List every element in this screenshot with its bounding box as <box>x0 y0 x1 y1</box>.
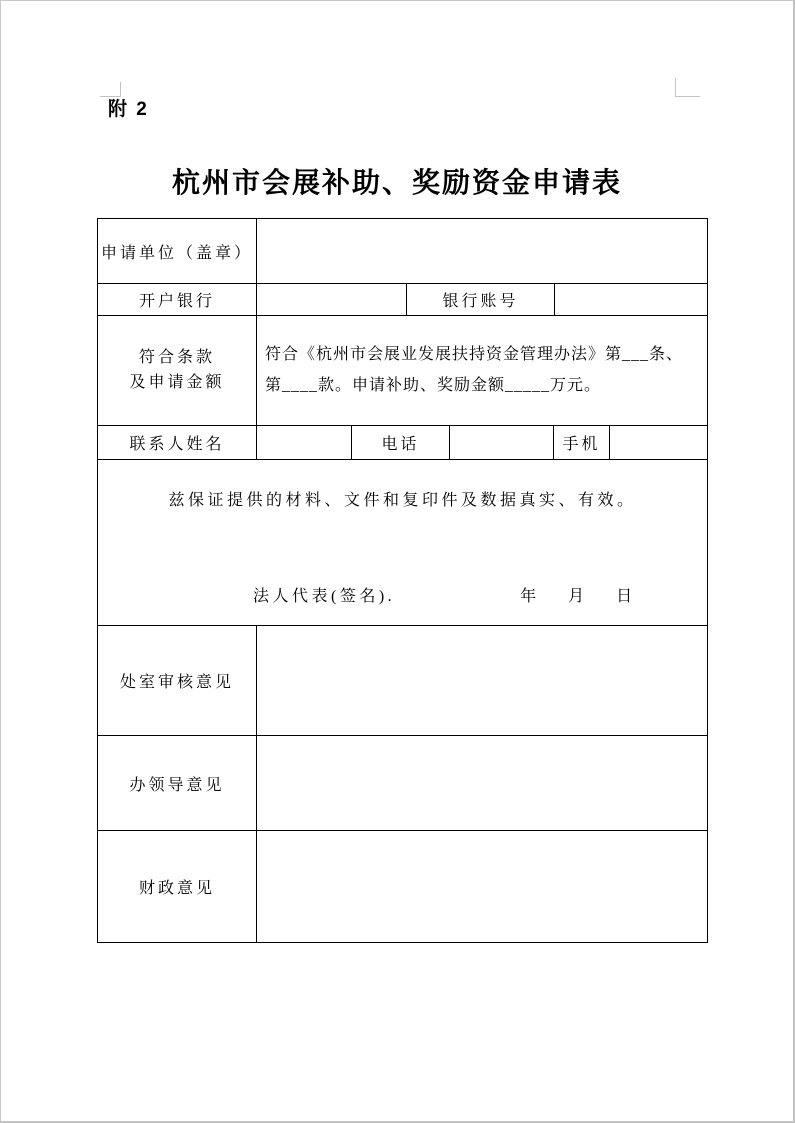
leader-opinion-value-cell[interactable] <box>257 736 708 831</box>
contact-label: 联系人姓名 <box>129 436 225 453</box>
table-row <box>98 284 708 316</box>
margin-corner-mark-right <box>675 78 700 97</box>
table-row <box>98 460 708 626</box>
account-value-cell[interactable] <box>555 284 708 316</box>
clause-label-line1: 符合条款 <box>138 348 215 366</box>
clause-content-text: 符合《杭州市会展业发展扶持资金管理办法》第___条、第____款。申请补助、奖励金额_____万元。 <box>265 346 684 394</box>
application-table <box>97 218 708 943</box>
page-title: 杭州市会展补助、奖励资金申请表 <box>171 168 622 199</box>
finance-opinion-value-cell[interactable] <box>257 831 708 943</box>
applicant-label-cell <box>98 219 257 284</box>
mobile-label-cell <box>554 426 610 460</box>
phone-label-cell <box>352 426 450 460</box>
leader-opinion-label-cell <box>98 736 257 831</box>
bank-value-cell[interactable] <box>257 284 407 316</box>
margin-corner-mark-left <box>100 82 121 97</box>
mobile-value-cell[interactable] <box>610 426 708 460</box>
office-review-value-cell[interactable] <box>257 626 708 736</box>
leader-opinion-label: 办领导意见 <box>129 776 225 794</box>
mobile-label: 手机 <box>562 436 601 453</box>
table-row <box>98 626 708 736</box>
finance-opinion-label-cell <box>98 831 257 943</box>
clause-content-cell[interactable] <box>257 316 708 426</box>
phone-label: 电话 <box>381 436 420 453</box>
clause-label-line2: 及申请金额 <box>129 373 225 391</box>
legal-rep-label: 法人代表(签名). <box>253 588 396 605</box>
phone-value-cell[interactable] <box>450 426 554 460</box>
table-row <box>98 219 708 284</box>
signature-line <box>253 583 707 606</box>
date-label: 年 月 日 <box>520 588 633 605</box>
bank-label: 开户银行 <box>138 293 215 310</box>
contact-label-cell <box>98 426 257 460</box>
attachment-label: 附 2 <box>108 99 149 120</box>
table-row <box>98 316 708 426</box>
applicant-value-cell[interactable] <box>257 219 708 284</box>
finance-opinion-label: 财政意见 <box>138 880 215 897</box>
table-row <box>98 831 708 943</box>
office-review-label: 处室审核意见 <box>119 674 234 691</box>
account-label: 银行账号 <box>442 293 519 310</box>
guarantee-text: 兹保证提供的材料、文件和复印件及数据真实、有效。 <box>168 492 637 509</box>
contact-value-cell[interactable] <box>257 426 352 460</box>
account-label-cell <box>407 284 555 316</box>
clause-label-cell <box>98 316 257 426</box>
table-row <box>98 426 708 460</box>
applicant-label: 申请单位（盖章） <box>100 244 253 262</box>
bank-label-cell <box>98 284 257 316</box>
office-review-label-cell <box>98 626 257 736</box>
guarantee-cell[interactable] <box>98 460 708 626</box>
table-row <box>98 736 708 831</box>
